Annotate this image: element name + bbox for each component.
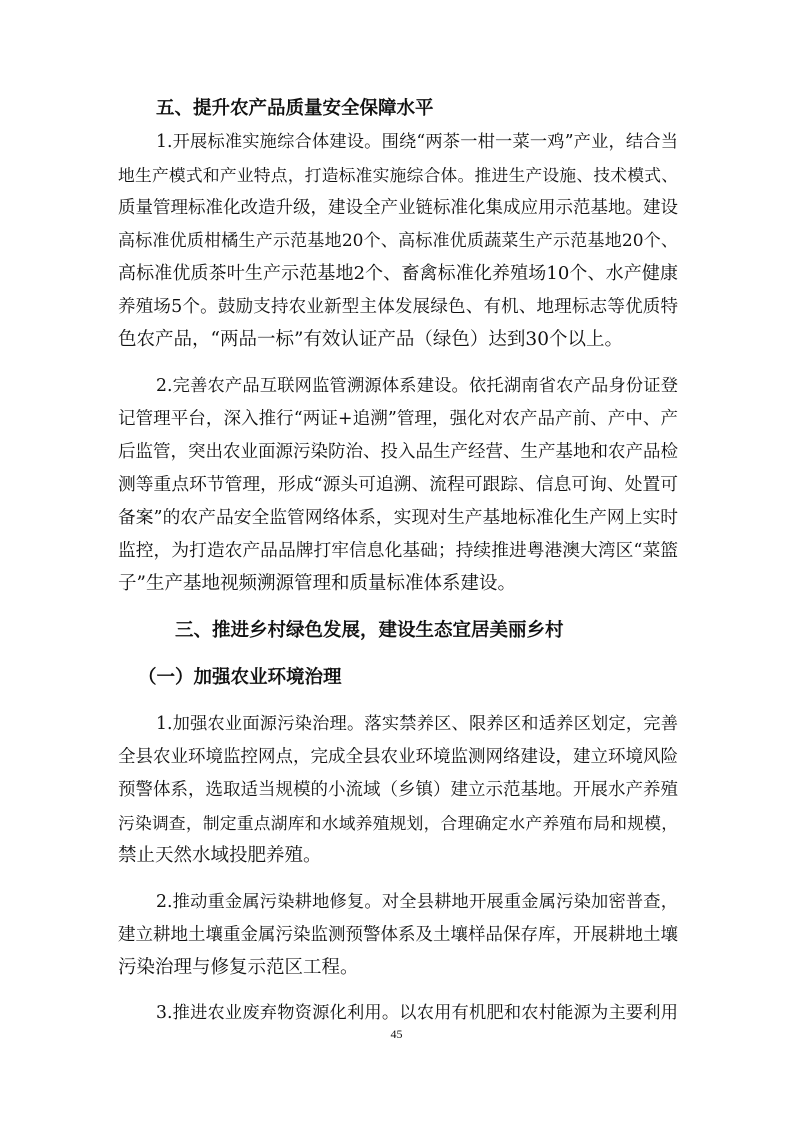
page-number: 45 [390, 1027, 403, 1041]
paragraph-line: 1.加强农业面源污染治理。落实禁养区、限养区和适养区划定，完善 [156, 714, 678, 734]
paragraph-line: 质量管理标准化改造升级，建设全产业链标准化集成应用示范基地。建设 [118, 198, 678, 218]
paragraph-line: 1.开展标准实施综合体建设。围绕“两茶一柑一菜一鸡”产业，结合当 [156, 132, 678, 152]
paragraph-line: 记管理平台，深入推行“两证+追溯”管理，强化对农产品产前、产中、产 [118, 409, 678, 429]
paragraph-line: 建立耕地土壤重金属污染监测预警体系及土壤样品保存库，开展耕地土壤 [118, 925, 678, 945]
paragraph-line: 污染调查，制定重点湖库和水域养殖规划，合理确定水产养殖布局和规模， [118, 813, 678, 833]
paragraph-line: 色农产品，“两品一标”有效认证产品（绿色）达到30个以上。 [118, 329, 623, 350]
paragraph-line: 后监管，突出农业面源污染防治、投入品生产经营、生产基地和农产品检 [118, 442, 678, 462]
paragraph-line: 3.推进农业废弃物资源化利用。以农用有机肥和农村能源为主要利用 [156, 1003, 678, 1023]
section-heading-five: 五、提升农产品质量安全保障水平 [156, 98, 434, 119]
section-heading-three: 三、推进乡村绿色发展，建设生态宜居美丽乡村 [175, 620, 564, 641]
paragraph-line: 地生产模式和产业特点，打造标准实施综合体。推进生产设施、技术模式、 [118, 165, 678, 185]
paragraph-line: 监控，为打造农产品品牌打牢信息化基础；持续推进粤港澳大湾区“菜篮 [118, 541, 678, 561]
paragraph-line: 污染治理与修复示范区工程。 [118, 957, 359, 978]
paragraph-line: 高标准优质茶叶生产示范基地2个、畜禽标准化养殖场10个、水产健康 [118, 263, 678, 284]
paragraph-line: 养殖场5个。鼓励支持农业新型主体发展绿色、有机、地理标志等优质特 [118, 297, 678, 317]
subsection-heading: （一）加强农业环境治理 [138, 667, 342, 688]
paragraph-line: 2.推动重金属污染耕地修复。对全县耕地开展重金属污染加密普查， [156, 892, 678, 912]
paragraph-line: 高标准优质柑橘生产示范基地20个、高标准优质蔬菜生产示范基地20个、 [118, 231, 678, 251]
paragraph-line: 禁止天然水域投肥养殖。 [118, 845, 322, 866]
paragraph-line: 子”生产基地视频溯源管理和质量标准体系建设。 [118, 573, 516, 594]
paragraph-line: 测等重点环节管理，形成“源头可追溯、流程可跟踪、信息可询、处置可 [118, 475, 678, 495]
paragraph-line: 备案”的农产品安全监管网络体系，实现对生产基地标准化生产网上实时 [118, 508, 678, 528]
paragraph-line: 2.完善农产品互联网监管溯源体系建设。依托湖南省农产品身份证登 [156, 376, 678, 396]
paragraph-line: 预警体系，选取适当规模的小流域（乡镇）建立示范基地。开展水产养殖 [118, 780, 678, 800]
paragraph-line: 全县农业环境监控网点，完成全县农业环境监测网络建设，建立环境风险 [118, 747, 678, 767]
